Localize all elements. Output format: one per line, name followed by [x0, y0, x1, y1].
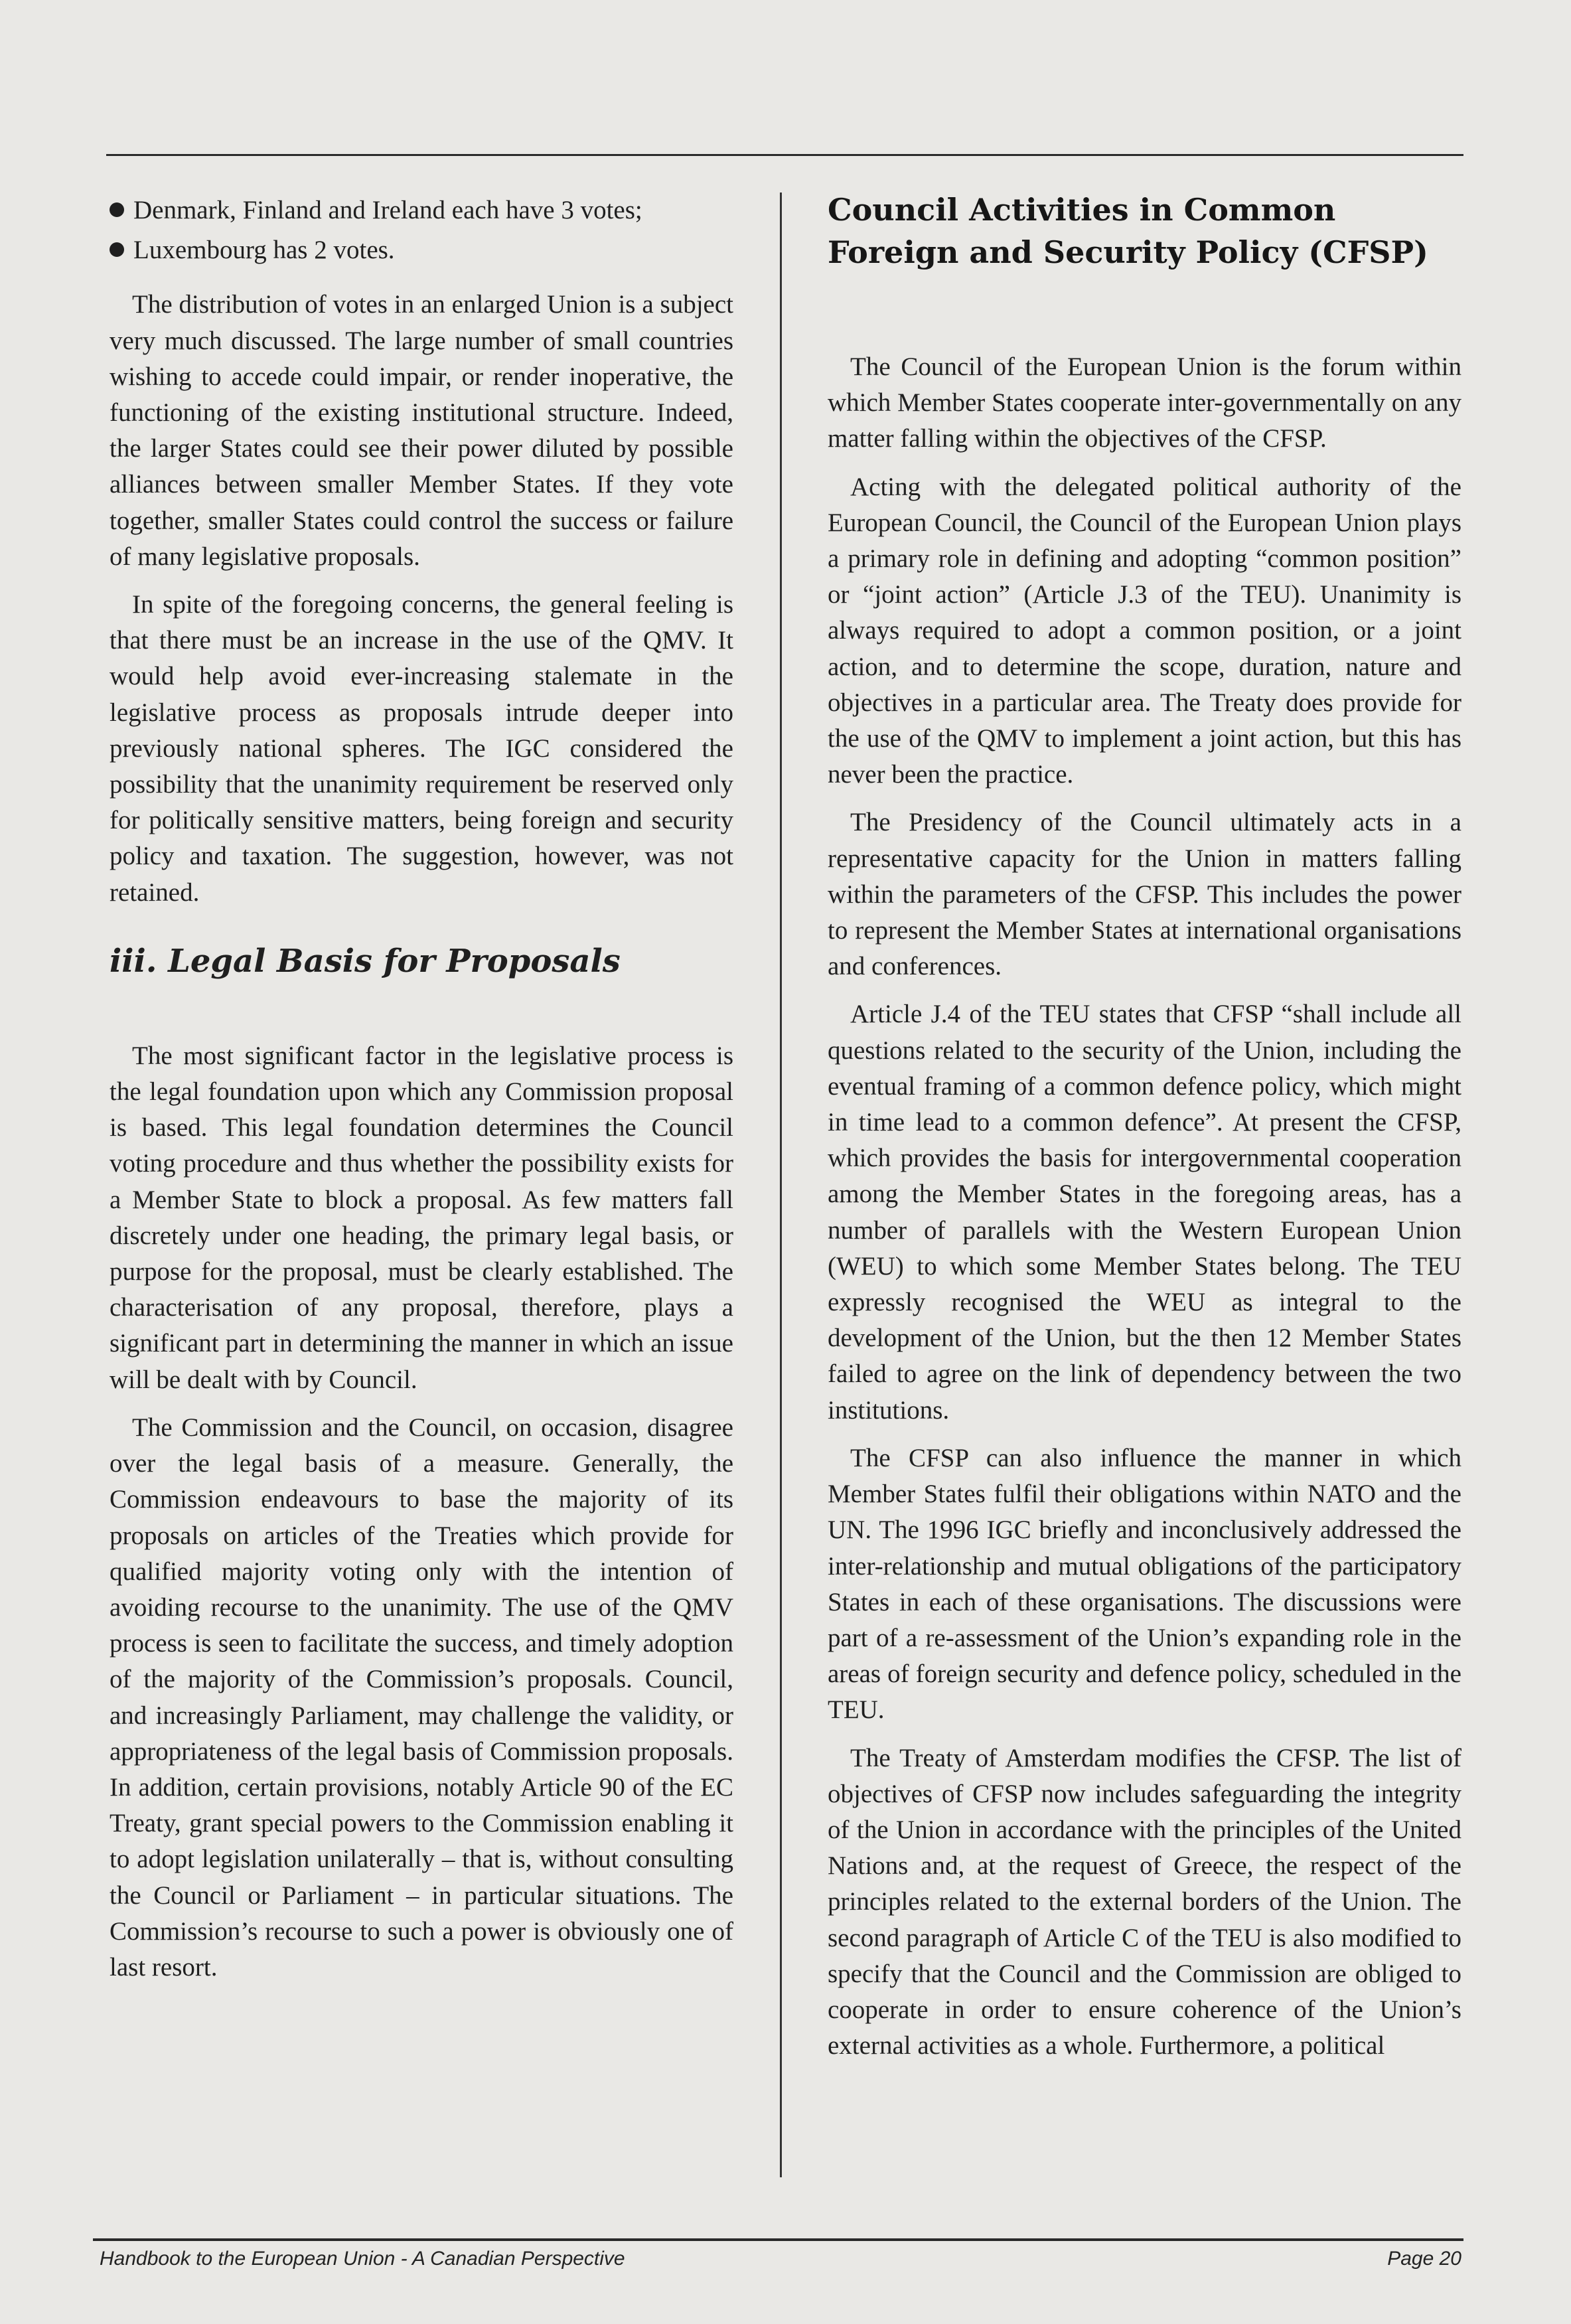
list-item — [110, 193, 733, 228]
bullet-icon — [110, 242, 124, 257]
paragraph: The distribution of votes in an enlarged Union is a subject very much discussed. The large number of small countries wishing to accede could impair, or render inoperative, the functioning of the existing institutional structure. Indeed, the larger States could see their power diluted by possible alliances between smaller Member States. If they vote together, smaller States could control the success or failure of many legislative proposals. — [110, 290, 733, 571]
paragraph: The Treaty of Amsterdam modifies the CFSP. The list of objectives of CFSP now includes safeguarding the integrity of the Union in accordance with the principles of the United Nations and, at the request of Greece, the respect of the principles related to the external borders of the Union. The second paragraph of Article C of the TEU is also modified to specify that the Council and the Commission are obliged to cooperate in order to ensure coherence of the Union’s external activities as a whole. Furthermore, a political — [828, 1743, 1461, 2060]
column-divider — [780, 193, 782, 2177]
bullet-text: Denmark, Finland and Ireland each have 3 votes; — [133, 196, 642, 224]
footer-book-title: Handbook to the European Union - A Canadian Perspective — [100, 2248, 625, 2270]
paragraph: The Commission and the Council, on occasion, disagree over the legal basis of a measure. Generally, the Commission endeavours to base the majority of its proposals on articles of the Treaties which provide for qualified majority voting only with the intention of avoiding recourse to the unanimity. The use of the QMV process is seen to facilitate the success, and timely adoption of the majority of the Commission’s proposals. Council, and increasingly Parliament, may challenge the validity, or appropriateness of the legal basis of Commission proposals. In addition, certain provisions, notably Article 90 of the EC Treaty, grant special powers to the Commission enabling it to adopt legislation unilaterally – that is, without consulting the Council or Parliament – in particular situations. The Commission’s recourse to such a power is obviously one of last resort. — [110, 1413, 733, 1981]
page-number: Page 20 — [1387, 2248, 1461, 2270]
paragraph: Article J.4 of the TEU states that CFSP “shall include all questions related to the security of the Union, including the eventual framing of a common defence policy, which might in time lead to a common defence”. At present the CFSP, which provides the basis for intergovernmental cooperation among the Member States in the foregoing areas, has a number of parallels with the Western European Union (WEU) to which some Member States belong. The TEU expressly recognised the WEU as integral to the development of the Union, but the then 12 Member States failed to agree on the link of dependency between the two institutions. — [828, 1000, 1461, 1425]
vote-bullet-list — [110, 193, 733, 268]
paragraph: The most significant factor in the legislative process is the legal foundation upon which any Commission proposal is based. This legal foundation determines the Council voting procedure and thus whether the possibility exists for a Member State to block a proposal. As few matters fall discretely under one heading, the primary legal basis, or purpose for the proposal, must be clearly established. The characterisation of any proposal, therefore, plays a significant part in determining the manner in which an issue will be dealt with by Council. — [110, 1041, 733, 1394]
bullet-text: Luxembourg has 2 votes. — [133, 236, 395, 265]
section-heading: iii. Legal Basis for Proposals — [110, 942, 621, 980]
bullet-icon — [110, 202, 124, 217]
paragraph: In spite of the foregoing concerns, the general feeling is that there must be an increase in the use of the QMV. It would help avoid ever-increasing stalemate in the legislative process as proposals intrude deeper into previously national spheres. The IGC considered the possibility that the unanimity requirement be reserved only for politically sensitive matters, being foreign and security policy and taxation. The suggestion, however, was not retained. — [110, 590, 733, 907]
paragraph: The CFSP can also influence the manner in which Member States fulfil their obligations within NATO and the UN. The 1996 IGC briefly and inconclusively addressed the inter-relationship and mutual obligations of the participatory States in each of these organisations. The discussions were part of a re-assessment of the Union’s expanding role in the areas of foreign security and defence policy, scheduled in the TEU. — [828, 1443, 1461, 1725]
paragraph: The Council of the European Union is the forum within which Member States cooperate inter-governmentally on any matter falling within the objectives of the CFSP. — [828, 352, 1461, 453]
left-column — [110, 193, 733, 1997]
list-item — [110, 232, 733, 268]
bottom-rule — [93, 2238, 1463, 2241]
right-column — [828, 193, 1461, 2076]
paragraph: The Presidency of the Council ultimately acts in a representative capacity for the Union in matters falling within the parameters of the CFSP. This includes the power to represent the Member States at international organisations and conferences. — [828, 808, 1461, 981]
paragraph: Acting with the delegated political authority of the European Council, the Council of the European Union plays a primary role in defining and adopting “common position” or “joint action” (Article J.3 of the TEU). Unanimity is always required to adopt a common position, or a joint action, and to determine the scope, duration, nature and objectives in a particular area. The Treaty does provide for the use of the QMV to implement a joint action, but this has never been the practice. — [828, 472, 1461, 789]
section-title: Council Activities in Common Foreign and Security Policy (CFSP) — [828, 192, 1428, 270]
top-rule — [106, 154, 1463, 156]
